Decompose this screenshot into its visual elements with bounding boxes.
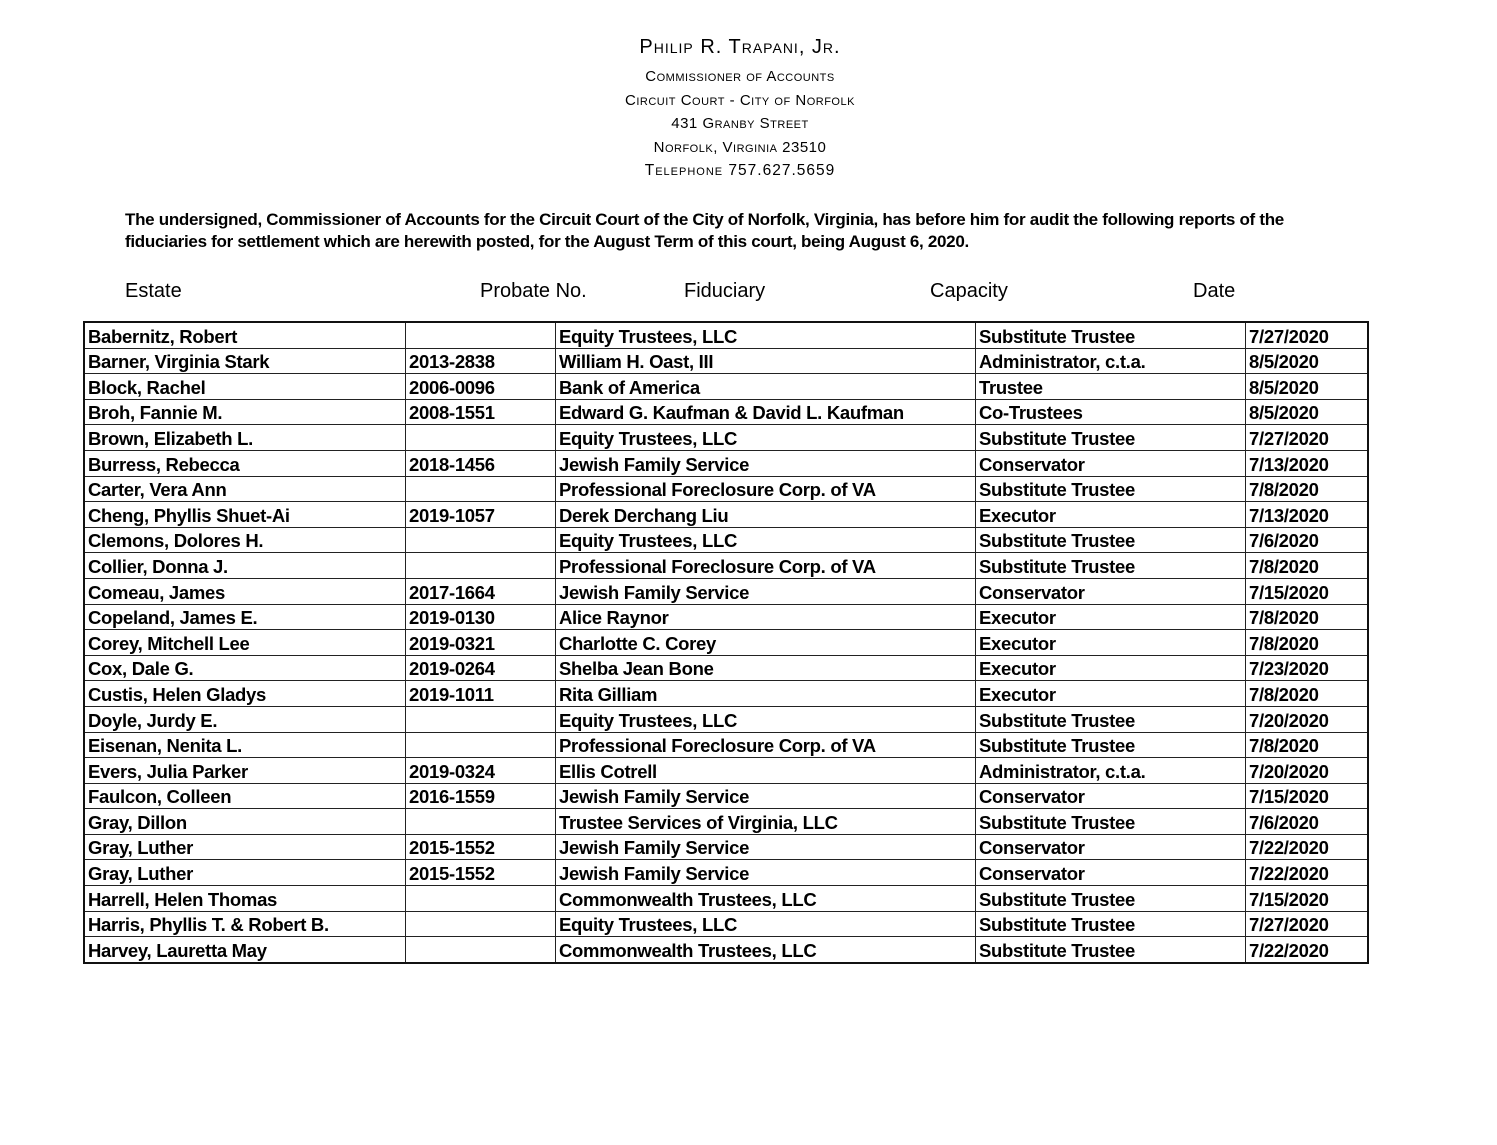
table-row <box>84 502 1368 528</box>
estate-cell: Gray, Dillon <box>84 809 406 835</box>
probate-number-cell: 2015-1552 <box>406 834 556 860</box>
estate-cell: Burress, Rebecca <box>84 450 406 476</box>
fiduciary-cell: Charlotte C. Corey <box>556 630 976 656</box>
date-cell: 7/27/2020 <box>1246 425 1369 451</box>
estate-cell: Harris, Phyllis T. & Robert B. <box>84 911 406 937</box>
probate-number-cell: 2019-0321 <box>406 630 556 656</box>
estate-cell: Gray, Luther <box>84 834 406 860</box>
table-row <box>84 374 1368 400</box>
fiduciary-cell: Equity Trustees, LLC <box>556 527 976 553</box>
fiduciary-cell: Derek Derchang Liu <box>556 502 976 528</box>
capacity-cell: Substitute Trustee <box>976 732 1246 758</box>
date-cell: 7/8/2020 <box>1246 732 1369 758</box>
estate-cell: Faulcon, Colleen <box>84 783 406 809</box>
column-headers <box>0 280 1497 306</box>
probate-number-cell <box>406 937 556 963</box>
capacity-cell: Executor <box>976 681 1246 707</box>
date-cell: 7/15/2020 <box>1246 886 1369 912</box>
court-name: Circuit Court - City of Norfolk <box>625 91 855 109</box>
probate-number-cell: 2019-0324 <box>406 758 556 784</box>
header-capacity: Capacity <box>930 280 1008 302</box>
date-cell: 7/20/2020 <box>1246 758 1369 784</box>
table-row <box>84 348 1368 374</box>
fiduciary-cell: Jewish Family Service <box>556 860 976 886</box>
capacity-cell: Substitute Trustee <box>976 886 1246 912</box>
fiduciary-cell: Commonwealth Trustees, LLC <box>556 886 976 912</box>
table-row <box>84 886 1368 912</box>
table-row <box>84 527 1368 553</box>
fiduciary-cell: Commonwealth Trustees, LLC <box>556 937 976 963</box>
capacity-cell: Substitute Trustee <box>976 527 1246 553</box>
table-row <box>84 476 1368 502</box>
table-row <box>84 553 1368 579</box>
fiduciary-cell: Edward G. Kaufman & David L. Kaufman <box>556 399 976 425</box>
fiduciary-cell: Equity Trustees, LLC <box>556 706 976 732</box>
city-address: Norfolk, Virginia 23510 <box>653 138 827 156</box>
table-row <box>84 937 1368 963</box>
telephone: Telephone 757.627.5659 <box>644 162 836 179</box>
date-cell: 7/27/2020 <box>1246 322 1369 348</box>
estate-cell: Evers, Julia Parker <box>84 758 406 784</box>
table-row <box>84 450 1368 476</box>
table-row <box>84 809 1368 835</box>
estate-cell: Broh, Fannie M. <box>84 399 406 425</box>
table-row <box>84 630 1368 656</box>
capacity-cell: Substitute Trustee <box>976 425 1246 451</box>
date-cell: 7/22/2020 <box>1246 937 1369 963</box>
estate-cell: Corey, Mitchell Lee <box>84 630 406 656</box>
probate-number-cell <box>406 425 556 451</box>
header-fiduciary: Fiduciary <box>684 280 766 302</box>
capacity-cell: Conservator <box>976 783 1246 809</box>
capacity-cell: Conservator <box>976 860 1246 886</box>
date-cell: 7/15/2020 <box>1246 783 1369 809</box>
table-row <box>84 911 1368 937</box>
probate-number-cell <box>406 732 556 758</box>
estate-cell: Gray, Luther <box>84 860 406 886</box>
table-row <box>84 706 1368 732</box>
header-date: Date <box>1193 280 1236 302</box>
table-row <box>84 322 1368 348</box>
estate-cell: Harvey, Lauretta May <box>84 937 406 963</box>
probate-number-cell <box>406 886 556 912</box>
capacity-cell: Executor <box>976 655 1246 681</box>
capacity-cell: Administrator, c.t.a. <box>976 348 1246 374</box>
probate-number-cell <box>406 527 556 553</box>
probate-number-cell: 2019-0264 <box>406 655 556 681</box>
table-row <box>84 655 1368 681</box>
estate-cell: Comeau, James <box>84 578 406 604</box>
fiduciary-cell: Equity Trustees, LLC <box>556 911 976 937</box>
capacity-cell: Administrator, c.t.a. <box>976 758 1246 784</box>
fiduciary-cell: Ellis Cotrell <box>556 758 976 784</box>
fiduciary-cell: Equity Trustees, LLC <box>556 322 976 348</box>
fiduciary-cell: Bank of America <box>556 374 976 400</box>
date-cell: 7/8/2020 <box>1246 681 1369 707</box>
capacity-cell: Conservator <box>976 450 1246 476</box>
date-cell: 8/5/2020 <box>1246 374 1369 400</box>
estate-cell: Block, Rachel <box>84 374 406 400</box>
estate-cell: Barner, Virginia Stark <box>84 348 406 374</box>
fiduciary-cell: Rita Gilliam <box>556 681 976 707</box>
date-cell: 7/8/2020 <box>1246 476 1369 502</box>
estate-cell: Copeland, James E. <box>84 604 406 630</box>
date-cell: 7/8/2020 <box>1246 553 1369 579</box>
date-cell: 8/5/2020 <box>1246 348 1369 374</box>
probate-number-cell: 2008-1551 <box>406 399 556 425</box>
probate-number-cell: 2018-1456 <box>406 450 556 476</box>
table-row <box>84 425 1368 451</box>
capacity-cell: Co-Trustees <box>976 399 1246 425</box>
capacity-cell: Executor <box>976 502 1246 528</box>
header-probate: Probate No. <box>480 280 587 302</box>
probate-number-cell: 2006-0096 <box>406 374 556 400</box>
estate-cell: Harrell, Helen Thomas <box>84 886 406 912</box>
capacity-cell: Conservator <box>976 578 1246 604</box>
probate-number-cell <box>406 706 556 732</box>
estate-cell: Collier, Donna J. <box>84 553 406 579</box>
capacity-cell: Executor <box>976 630 1246 656</box>
table-row <box>84 860 1368 886</box>
fiduciary-cell: Jewish Family Service <box>556 578 976 604</box>
estate-cell: Brown, Elizabeth L. <box>84 425 406 451</box>
commissioner-title: Commissioner of Accounts <box>645 68 835 85</box>
date-cell: 7/8/2020 <box>1246 630 1369 656</box>
date-cell: 7/27/2020 <box>1246 911 1369 937</box>
header-estate: Estate <box>125 280 182 302</box>
table-row <box>84 399 1368 425</box>
date-cell: 7/22/2020 <box>1246 834 1369 860</box>
capacity-cell: Substitute Trustee <box>976 911 1246 937</box>
capacity-cell: Substitute Trustee <box>976 809 1246 835</box>
street-address: 431 Granby Street <box>671 115 809 132</box>
estate-cell: Clemons, Dolores H. <box>84 527 406 553</box>
letterhead <box>440 36 1040 183</box>
date-cell: 7/13/2020 <box>1246 450 1369 476</box>
fiduciary-cell: Trustee Services of Virginia, LLC <box>556 809 976 835</box>
capacity-cell: Substitute Trustee <box>976 476 1246 502</box>
probate-number-cell: 2013-2838 <box>406 348 556 374</box>
date-cell: 7/6/2020 <box>1246 809 1369 835</box>
probate-number-cell: 2019-1057 <box>406 502 556 528</box>
fiduciary-cell: Jewish Family Service <box>556 834 976 860</box>
table-row <box>84 732 1368 758</box>
estate-cell: Doyle, Jurdy E. <box>84 706 406 732</box>
intro-paragraph: The undersigned, Commissioner of Accounts for the Circuit Court of the City of Norfolk, Virginia, has before him for audit the following reports of the fiduciaries for settlement which are herewith posted, for the August Term of this court, being August 6, 2020. <box>125 210 1284 251</box>
probate-number-cell <box>406 809 556 835</box>
estate-cell: Babernitz, Robert <box>84 322 406 348</box>
capacity-cell: Conservator <box>976 834 1246 860</box>
fiduciary-table-body <box>84 322 1368 963</box>
estate-cell: Custis, Helen Gladys <box>84 681 406 707</box>
estate-cell: Eisenan, Nenita L. <box>84 732 406 758</box>
commissioner-name: Philip R. Trapani, Jr. <box>639 36 841 58</box>
date-cell: 7/8/2020 <box>1246 604 1369 630</box>
fiduciary-cell: Professional Foreclosure Corp. of VA <box>556 553 976 579</box>
fiduciary-cell: Professional Foreclosure Corp. of VA <box>556 476 976 502</box>
date-cell: 7/22/2020 <box>1246 860 1369 886</box>
capacity-cell: Trustee <box>976 374 1246 400</box>
date-cell: 7/13/2020 <box>1246 502 1369 528</box>
date-cell: 7/20/2020 <box>1246 706 1369 732</box>
fiduciary-cell: Professional Foreclosure Corp. of VA <box>556 732 976 758</box>
capacity-cell: Substitute Trustee <box>976 553 1246 579</box>
capacity-cell: Executor <box>976 604 1246 630</box>
date-cell: 7/23/2020 <box>1246 655 1369 681</box>
table-row <box>84 604 1368 630</box>
estate-cell: Cheng, Phyllis Shuet-Ai <box>84 502 406 528</box>
fiduciary-table <box>83 321 1369 964</box>
probate-number-cell: 2019-1011 <box>406 681 556 707</box>
table-row <box>84 681 1368 707</box>
fiduciary-cell: Alice Raynor <box>556 604 976 630</box>
fiduciary-cell: Jewish Family Service <box>556 783 976 809</box>
date-cell: 7/15/2020 <box>1246 578 1369 604</box>
date-cell: 7/6/2020 <box>1246 527 1369 553</box>
fiduciary-cell: Shelba Jean Bone <box>556 655 976 681</box>
capacity-cell: Substitute Trustee <box>976 322 1246 348</box>
fiduciary-cell: Equity Trustees, LLC <box>556 425 976 451</box>
capacity-cell: Substitute Trustee <box>976 706 1246 732</box>
probate-number-cell: 2019-0130 <box>406 604 556 630</box>
table-row <box>84 578 1368 604</box>
fiduciary-cell: William H. Oast, III <box>556 348 976 374</box>
table-row <box>84 783 1368 809</box>
probate-number-cell <box>406 322 556 348</box>
capacity-cell: Substitute Trustee <box>976 937 1246 963</box>
probate-number-cell: 2017-1664 <box>406 578 556 604</box>
estate-cell: Carter, Vera Ann <box>84 476 406 502</box>
estate-cell: Cox, Dale G. <box>84 655 406 681</box>
probate-number-cell <box>406 553 556 579</box>
probate-number-cell <box>406 911 556 937</box>
date-cell: 8/5/2020 <box>1246 399 1369 425</box>
table-row <box>84 758 1368 784</box>
probate-number-cell: 2015-1552 <box>406 860 556 886</box>
fiduciary-cell: Jewish Family Service <box>556 450 976 476</box>
table-row <box>84 834 1368 860</box>
probate-number-cell: 2016-1559 <box>406 783 556 809</box>
probate-number-cell <box>406 476 556 502</box>
